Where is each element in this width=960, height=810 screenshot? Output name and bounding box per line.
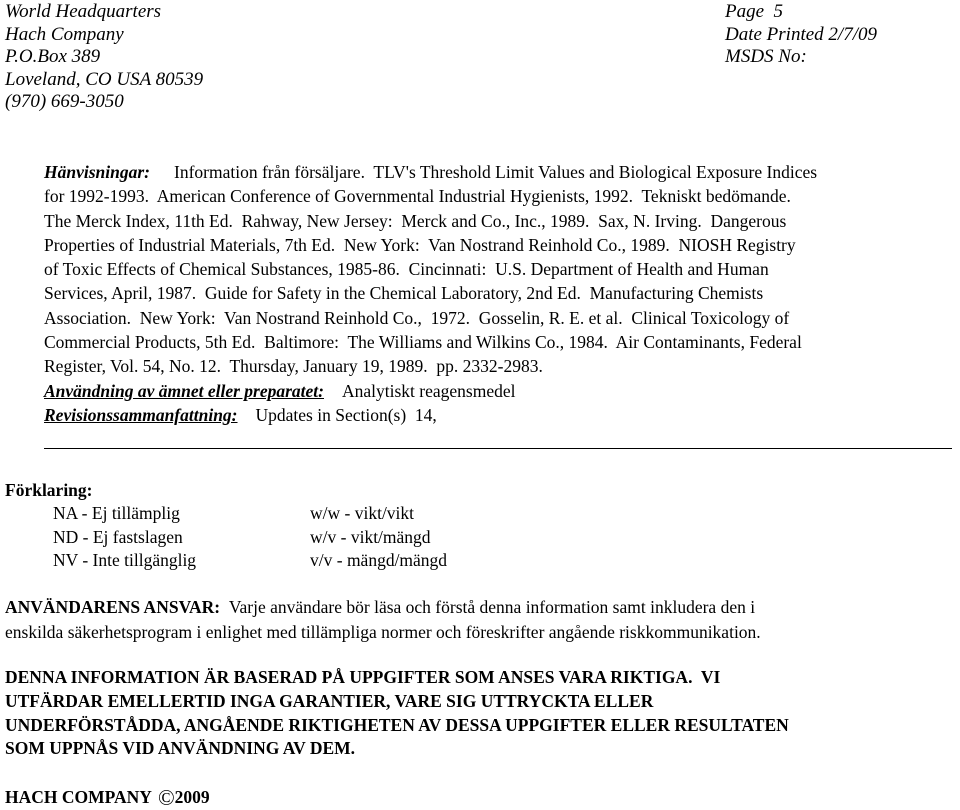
page-number: Page 5 (725, 1, 784, 22)
footer-company: HACH COMPANY (5, 787, 152, 807)
reference-line: Services, April, 1987. Guide for Safety in the Chemical Laboratory, 2nd Ed. Manufacturing Chemists (44, 283, 764, 304)
reference-line: The Merck Index, 11th Ed. Rahway, New Jersey: Merck and Co., Inc., 1989. Sax, N. Irving. Dangerous (44, 210, 787, 231)
legend-item: NA - Ej tillämplig (53, 503, 180, 523)
legend-right-column (310, 502, 447, 573)
company-address-block (5, 1, 203, 114)
reference-line: Information från försäljare. TLV's Threshold Limit Values and Biological Exposure Indices (174, 162, 818, 182)
usage-row (44, 379, 960, 403)
reference-line: for 1992-1993. American Conference of Governmental Industrial Hygienists, 1992. Tekniskt bedömande. (44, 186, 791, 207)
responsibility-text: enskilda säkerhetsprogram i enlighet med tillämpliga normer och föreskrifter angående riskkommunikation. (5, 621, 761, 642)
user-responsibility (5, 595, 955, 644)
section-divider (44, 448, 952, 449)
legend-title: Förklaring: (5, 480, 93, 500)
legend-item: NV - Inte tillgänglig (53, 550, 197, 570)
legend-item: w/v - vikt/mängd (310, 526, 431, 547)
disclaimer-line: DENNA INFORMATION ÄR BASERAD PÅ UPPGIFTER SOM ANSES VARA RIKTIGA. VI (5, 667, 721, 687)
address-line: World Headquarters (5, 1, 162, 22)
reference-line: of Toxic Effects of Chemical Substances, 1985-86. Cincinnati: U.S. Department of Health and Human (44, 259, 769, 280)
usage-value: Analytiskt reagensmedel (342, 380, 516, 401)
msds-number: MSDS No: (725, 46, 807, 67)
responsibility-label: ANVÄNDARENS ANSVAR: (5, 597, 221, 617)
reference-line: Commercial Products, 5th Ed. Baltimore: The Williams and Wilkins Co., 1984. Air Contaminants, Federal (44, 332, 802, 353)
revision-value: Updates in Section(s) 14, (255, 404, 437, 425)
legend-item: ND - Ej fastslagen (53, 526, 183, 547)
legend-left-column (53, 502, 196, 573)
address-line: P.O.Box 389 (5, 46, 101, 67)
revision-row (44, 403, 960, 427)
references-label: Hänvisningar: (44, 162, 150, 182)
address-line: (970) 669-3050 (5, 91, 124, 112)
footer-year: 2009 (174, 787, 210, 807)
references-section (44, 160, 960, 427)
address-line: Loveland, CO USA 80539 (5, 68, 204, 90)
copyright-icon: © (157, 785, 175, 810)
legend-item: v/v - mängd/mängd (310, 550, 448, 570)
responsibility-line (5, 595, 955, 620)
address-line: Hach Company (5, 23, 124, 45)
disclaimer-line: SOM UPPNÅS VID ANVÄNDNING AV DEM. (5, 738, 356, 759)
legend-item: w/w - vikt/vikt (310, 503, 415, 523)
disclaimer-line: UNDERFÖRSTÅDDA, ANGÅENDE RIKTIGHETEN AV DESSA UPPGIFTER ELLER RESULTATEN (5, 714, 789, 735)
usage-label: Användning av ämnet eller preparatet: (44, 380, 324, 401)
reference-line: Register, Vol. 54, No. 12. Thursday, January 19, 1989. pp. 2332-2983. (44, 356, 543, 377)
page-info-block (725, 1, 877, 69)
date-printed: Date Printed 2/7/09 (725, 23, 877, 45)
disclaimer (5, 666, 789, 761)
reference-line: Properties of Industrial Materials, 7th Ed. New York: Van Nostrand Reinhold Co., 1989. NIOSH Registry (44, 234, 796, 255)
revision-label: Revisionssammanfattning: (44, 404, 238, 425)
disclaimer-line: UTFÄRDAR EMELLERTID INGA GARANTIER, VARE SIG UTTRYCKTA ELLER (5, 690, 654, 711)
responsibility-text: Varje användare bör läsa och förstå denna information samt inkludera den i (228, 597, 756, 617)
reference-line: Association. New York: Van Nostrand Reinhold Co., 1972. Gosselin, R. E. et al. Clinical Toxicology of (44, 307, 790, 328)
references-first-line (44, 160, 960, 184)
